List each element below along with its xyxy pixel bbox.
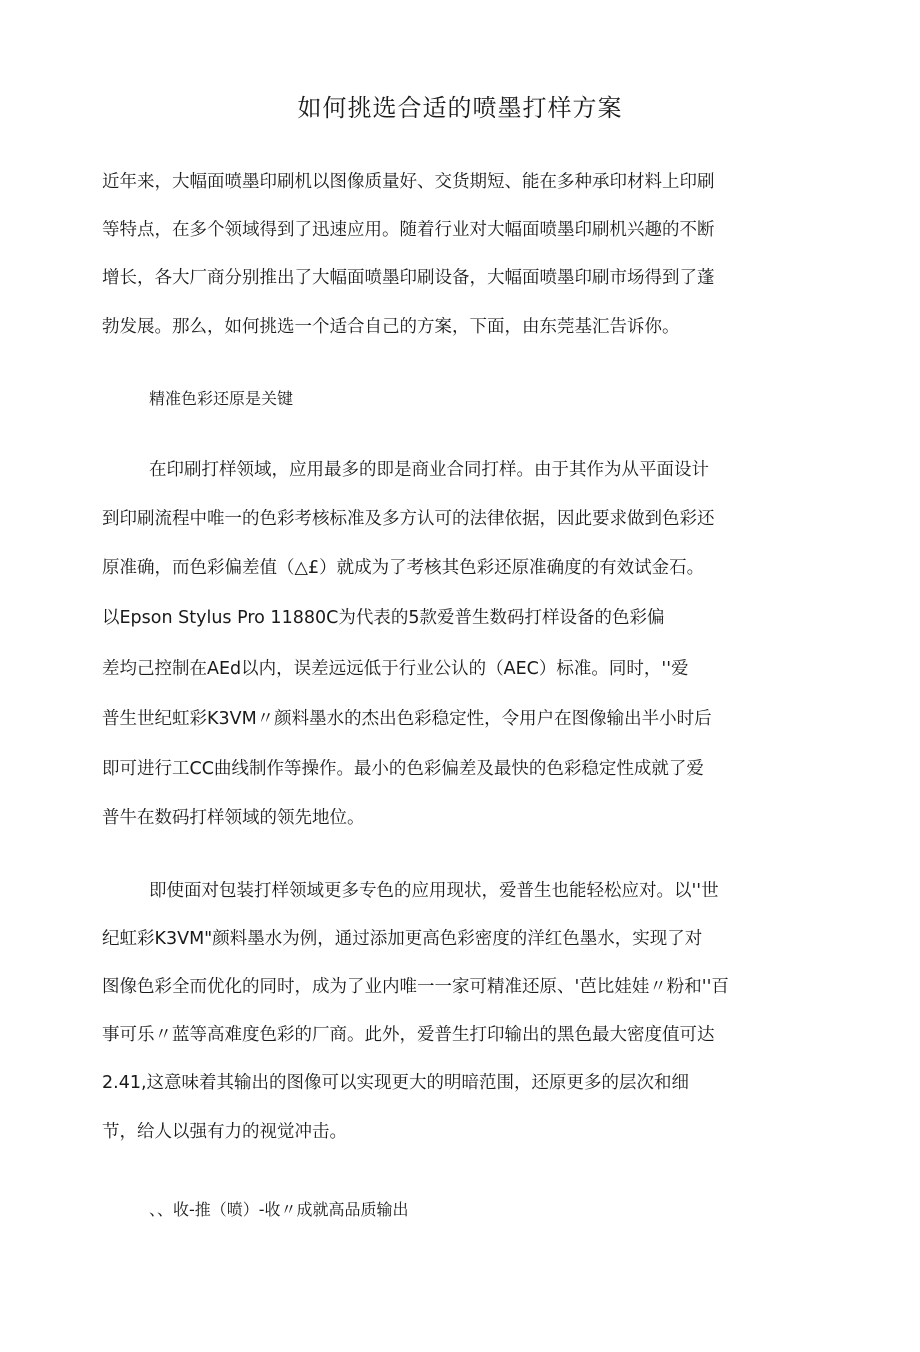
paragraph-line: 普牛在数码打样领域的领先地位。: [102, 808, 365, 828]
paragraph-line: 以Epson Stylus Pro 11880C为代表的5款爱普生数码打样设备的色彩偏: [102, 608, 665, 628]
section-heading: 精准色彩还原是关键: [149, 389, 294, 408]
paragraph-line: 即使面对包装打样领域更多专色的应用现状，爱普生也能轻松应对。以''世: [149, 881, 719, 901]
paragraph-line: 纪虹彩K3VM"颜料墨水为例，通过添加更高色彩密度的洋红色墨水，实现了对: [102, 929, 703, 949]
paragraph-line: 即可进行工CC曲线制作等操作。最小的色彩偏差及最快的色彩稳定性成就了爱: [102, 759, 704, 779]
paragraph-line: 2.41,这意味着其输出的图像可以实现更大的明暗范围，还原更多的层次和细: [102, 1073, 690, 1093]
paragraph-line: 近年来，大幅面喷墨印刷机以图像质量好、交货期短、能在多种承印材料上印刷: [102, 172, 715, 192]
paragraph-line: 事可乐〃蓝等高难度色彩的厂商。此外，爱普生打印输出的黑色最大密度值可达: [102, 1025, 715, 1045]
paragraph-line: 原准确，而色彩偏差值（△£）就成为了考核其色彩还原准确度的有效试金石。: [102, 558, 705, 578]
paragraph-line: 图像色彩全而优化的同时，成为了业内唯一一家可精准还原、'芭比娃娃〃粉和''百: [102, 977, 729, 997]
paragraph-line: 在印刷打样领域，应用最多的即是商业合同打样。由于其作为从平面设计: [149, 460, 709, 480]
paragraph-line: 等特点，在多个领域得到了迅速应用。随着行业对大幅面喷墨印刷机兴趣的不断: [102, 220, 715, 240]
paragraph-line: 勃发展。那么，如何挑选一个适合自己的方案，下面，由东莞基汇告诉你。: [102, 317, 680, 337]
paragraph-line: 节，给人以强有力的视觉冲击。: [102, 1122, 347, 1142]
paragraph-line: 到印刷流程中唯一的色彩考核标准及多方认可的法律依据，因此要求做到色彩还: [102, 509, 715, 529]
paragraph-line: 增长，各大厂商分别推出了大幅面喷墨印刷设备，大幅面喷墨印刷市场得到了蓬: [102, 268, 715, 288]
paragraph-line: 差均己控制在AEd以内，误差远远低于行业公认的（AEC）标准。同时，''爱: [102, 659, 689, 679]
section-heading: 、、收-推（喷）-收〃成就高品质输出: [149, 1200, 409, 1219]
page-title: 如何挑选合适的喷墨打样方案: [297, 94, 623, 122]
paragraph-line: 普生世纪虹彩K3VM〃颜料墨水的杰出色彩稳定性，令用户在图像输出半小时后: [102, 709, 712, 729]
